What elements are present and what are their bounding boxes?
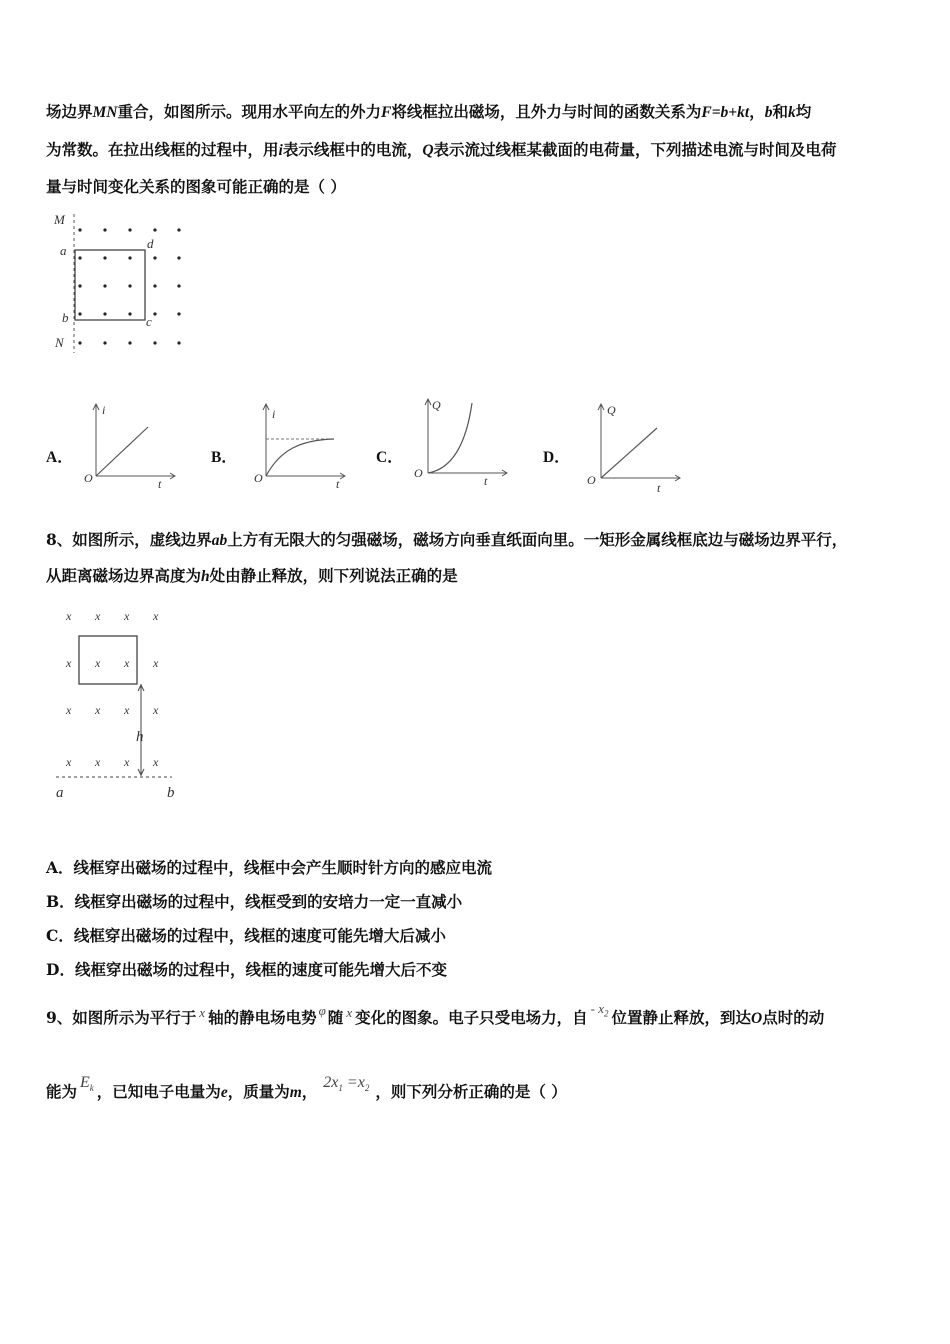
svg-text:Q: Q: [607, 403, 616, 417]
q8-label-a: a: [56, 785, 64, 801]
q7-stem-line3: 量与时间变化关系的图象可能正确的是（ ）: [46, 177, 346, 196]
svg-text:i: i: [102, 403, 106, 417]
svg-text:t: t: [336, 477, 340, 491]
field-x-mark: x: [95, 703, 101, 717]
svg-text:i: i: [272, 407, 276, 421]
field-x-mark: x: [66, 703, 72, 717]
q7-stem-line2: 为常数。在拉出线框的过程中，用i表示线框中的电流，Q表示流过线框某截面的电荷量，下列描述电流与时间及电荷: [46, 140, 837, 159]
q7-field-figure: [52, 210, 202, 360]
field-x-mark: x: [95, 656, 101, 670]
q7-stem-line1: 场边界MN重合，如图所示。现用水平向左的外力F将线框拉出磁场，且外力与时间的函数关系为F=b+kt，b和k均: [46, 102, 812, 121]
q7-option-a-label[interactable]: A．: [46, 449, 73, 466]
field-x-mark: x: [66, 656, 72, 670]
field-x-mark: x: [124, 609, 130, 623]
field-x-mark: x: [124, 703, 130, 717]
field-x-mark: x: [153, 656, 159, 670]
q9-stem-line2: 能为 $E_k$ ，已知电子电量为e，质量为m， $2x_1 =x_2$ ，则下列分析正确的是（ ）: [46, 1074, 567, 1101]
q7-option-b-graph: [250, 400, 350, 490]
field-x-mark: x: [124, 656, 130, 670]
q8-option-a[interactable]: A．线框穿出磁场的过程中，线框中会产生顺时针方向的感应电流: [46, 858, 493, 877]
q8-stem-line1: 8、如图所示，虚线边界ab上方有无限大的匀强磁场，磁场方向垂直纸面向里。一矩形金属线框底边与磁场边界平行，: [46, 530, 848, 549]
q7-option-d-graph: [585, 400, 685, 495]
q7-label-c: c: [146, 314, 152, 329]
q7-option-c-label[interactable]: C．: [376, 449, 403, 466]
q7-label-d: d: [147, 236, 154, 251]
svg-text:O: O: [254, 471, 263, 485]
svg-text:O: O: [414, 466, 423, 480]
q7-option-b-label[interactable]: B．: [211, 449, 237, 466]
q8-stem-line2: 从距离磁场边界高度为h处由静止释放，则下列说法正确的是: [46, 566, 458, 585]
svg-text:O: O: [84, 471, 93, 485]
field-x-mark: x: [153, 703, 159, 717]
q7-option-c-graph: [412, 395, 512, 488]
svg-text:O: O: [587, 473, 596, 487]
q9-stem-line1: 9、如图所示为平行于 $^x$ 轴的静电场电势 $^\varphi$ 随 $^x$ 变化的图象。电子只受电场力，自 $^{- x_2}$ 位置静止释放，到达O点时的动: [46, 1001, 825, 1027]
q8-option-d[interactable]: D．线框穿出磁场的过程中，线框的速度可能先增大后不变: [46, 960, 447, 979]
q8-label-b: b: [167, 785, 175, 801]
q8-label-h: h: [136, 729, 144, 745]
field-x-mark: x: [124, 755, 130, 769]
q7-option-a-graph: [80, 400, 180, 490]
q8-option-c[interactable]: C．线框穿出磁场的过程中，线框的速度可能先增大后减小: [46, 926, 446, 945]
field-x-mark: x: [153, 609, 159, 623]
q8-field-figure: [52, 600, 192, 810]
q8-option-b[interactable]: B．线框穿出磁场的过程中，线框受到的安培力一定一直减小: [46, 892, 463, 911]
svg-text:t: t: [657, 481, 661, 495]
svg-text:t: t: [484, 474, 488, 488]
field-x-mark: x: [95, 755, 101, 769]
svg-text:t: t: [158, 477, 162, 491]
q7-label-b: b: [62, 310, 69, 325]
q7-label-a: a: [60, 243, 67, 258]
field-x-mark: x: [95, 609, 101, 623]
q7-label-N: N: [55, 335, 64, 350]
field-x-mark: x: [66, 755, 72, 769]
field-x-mark: x: [153, 755, 159, 769]
svg-text:Q: Q: [432, 398, 441, 412]
q7-label-M: M: [54, 212, 65, 227]
field-x-mark: x: [66, 609, 72, 623]
q7-option-d-label[interactable]: D．: [543, 449, 570, 466]
